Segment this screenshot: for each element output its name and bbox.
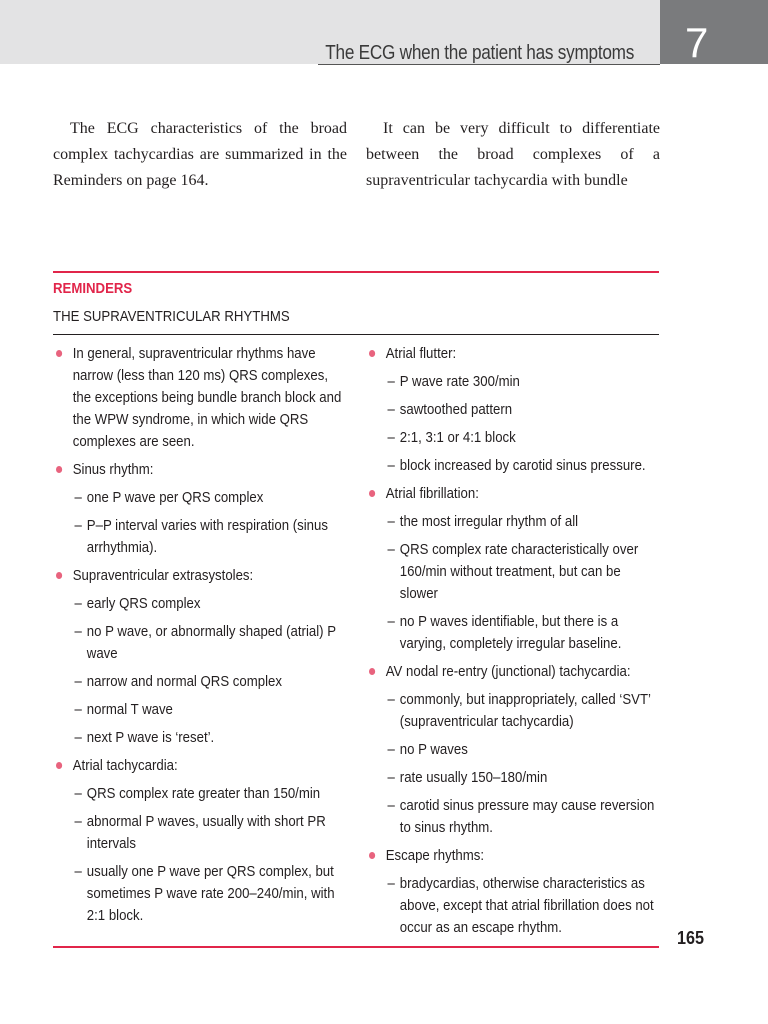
sub-item: – the most irregular rhythm of all [386,511,660,533]
left-bullet-list [56,343,346,927]
sub-item: – no P waves [386,739,660,761]
sub-item: – P wave rate 300/min [386,371,660,393]
sub-item: – sawtoothed pattern [386,399,660,421]
sub-item: – QRS complex rate greater than 150/min [73,783,347,805]
section-title: THE SUPRAVENTRICULAR RHYTHMS [53,308,290,325]
right-bullet-list [369,343,659,939]
header-rule [318,64,660,65]
bullet-text: Atrial tachycardia: [72,757,178,774]
sub-item: – one P wave per QRS complex [73,487,347,509]
intro-paragraph-left: The ECG characteristics of the broad complex tachycardias are summarized in the Reminders on page 164. [53,120,347,189]
sub-item: – P–P interval varies with respiration (sinus arrhythmia). [73,515,347,559]
reminders-right-column [369,343,659,945]
reminders-label: REMINDERS [53,280,133,297]
chapter-tab [660,0,768,64]
sub-item: – no P waves identifiable, but there is a varying, completely irregular baseline. [386,611,660,655]
bullet-item [56,343,346,453]
sub-item: – bradycardias, otherwise characteristics as above, except that atrial fibrillation does not occur as an escape rhythm. [386,873,660,939]
sub-item: – commonly, but inappropriately, called ‘SVT’ (supraventricular tachycardia) [386,689,660,733]
reminders-left-column [56,343,346,933]
sub-item: – 2:1, 3:1 or 4:1 block [386,427,660,449]
section-divider [53,334,659,335]
sub-item: – abnormal P waves, usually with short PR intervals [73,811,347,855]
sub-item: – rate usually 150–180/min [386,767,660,789]
bullet-item [369,845,659,939]
reminders-bottom-rule [53,946,659,948]
bullet-text: In general, supraventricular rhythms have narrow (less than 120 ms) QRS complexes, the exceptions being bundle branch block and the WPW syndrome, in which wide QRS complexes are seen. [72,345,342,450]
reminders-top-rule [53,271,659,273]
sub-item: – narrow and normal QRS complex [73,671,347,693]
sub-item: – usually one P wave per QRS complex, but sometimes P wave rate 200–240/min, with 2:1 block. [73,861,347,927]
sub-list [386,689,660,839]
page-number: 165 [677,928,705,948]
bullet-text: Escape rhythms: [385,847,485,864]
sub-list [386,371,660,477]
sub-item: – next P wave is ‘reset’. [73,727,347,749]
bullet-text: Supraventricular extrasystoles: [72,567,254,584]
sub-list [386,511,660,655]
sub-item: – carotid sinus pressure may cause reversion to sinus rhythm. [386,795,660,839]
bullet-item [369,661,659,839]
sub-item: – normal T wave [73,699,347,721]
sub-item: – QRS complex rate characteristically over 160/min without treatment, but can be slower [386,539,660,605]
bullet-item [56,459,346,559]
sub-item: – early QRS complex [73,593,347,615]
sub-list [73,783,347,927]
bullet-text: AV nodal re-entry (junctional) tachycardia: [385,663,631,680]
bullet-text: Atrial fibrillation: [385,485,479,502]
bullet-item [56,755,346,927]
sub-list [73,593,347,749]
bullet-item [56,565,346,749]
running-header-title: The ECG when the patient has symptoms [325,42,634,64]
bullet-item [369,483,659,655]
sub-list [386,873,660,939]
intro-paragraph-right: It can be very difficult to differentiate between the broad complexes of a supraventricular tachycardia with bundle [366,120,660,189]
bullet-item [369,343,659,477]
bullet-text: Sinus rhythm: [72,461,154,478]
sub-item: – block increased by carotid sinus pressure. [386,455,660,477]
sub-item: – no P wave, or abnormally shaped (atrial) P wave [73,621,347,665]
sub-list [73,487,347,559]
bullet-text: Atrial flutter: [385,345,457,362]
chapter-number: 7 [685,19,709,66]
